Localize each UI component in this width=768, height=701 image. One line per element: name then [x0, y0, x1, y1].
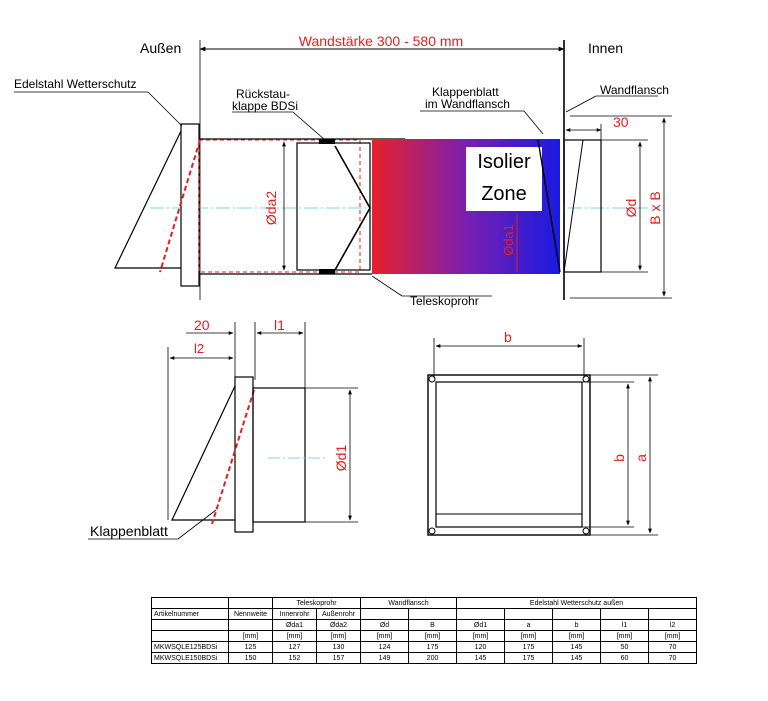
- da1-dim-label: Øda1: [501, 224, 516, 256]
- unit-cell: [mm]: [649, 631, 697, 642]
- section-view: [14, 33, 672, 308]
- col-header-article: Artikelnummer: [152, 609, 229, 620]
- group-header-flange: Wandflansch: [361, 598, 457, 609]
- group-header-telescope: Teleskoprohr: [273, 598, 361, 609]
- symbol-cell: Ød: [361, 620, 409, 631]
- side-duct: [253, 388, 305, 522]
- table-cell: [361, 609, 409, 620]
- table-unit-row: [152, 631, 697, 642]
- value-cell: 145: [553, 642, 601, 653]
- front-inner-opening: [436, 382, 582, 527]
- weather-guard-side-view: [88, 317, 358, 539]
- wall-flange-leader-diag: [566, 96, 596, 112]
- screw-top-right: [583, 376, 589, 382]
- value-cell: 152: [273, 653, 317, 664]
- value-cell: 175: [505, 642, 553, 653]
- wall-flange-label: Wandflansch: [600, 83, 669, 97]
- table-cell: [649, 609, 697, 620]
- symbol-cell: Ød1: [457, 620, 505, 631]
- article-cell: MKWSQLE125BDSi: [152, 642, 229, 653]
- symbol-cell: B: [409, 620, 457, 631]
- value-cell: 124: [361, 642, 409, 653]
- value-cell: 127: [273, 642, 317, 653]
- table-cell: [409, 609, 457, 620]
- table-cell: [229, 598, 273, 609]
- side-hood: [172, 386, 235, 520]
- spec-table: [151, 597, 697, 664]
- unit-cell: [mm]: [273, 631, 317, 642]
- table-row: [152, 642, 697, 653]
- table-row: [152, 653, 697, 664]
- table-cell: [505, 609, 553, 620]
- value-cell: 149: [361, 653, 409, 664]
- da2-dim-label: Ødа2: [263, 190, 279, 226]
- inner-duct-diag: [564, 140, 583, 272]
- value-cell: 175: [505, 653, 553, 664]
- unit-cell: [mm]: [409, 631, 457, 642]
- telescope-leader: [372, 276, 402, 296]
- backflow-flap-housing: [297, 143, 370, 270]
- unit-cell: [mm]: [229, 631, 273, 642]
- value-cell: 150: [229, 653, 273, 664]
- unit-cell: [mm]: [505, 631, 553, 642]
- bxb-dim-label: B x B: [647, 191, 663, 225]
- dim-20-label: 20: [194, 317, 210, 333]
- unit-cell: [mm]: [457, 631, 505, 642]
- screw-bottom-right: [583, 528, 589, 534]
- col-header-outer: Außenrohr: [317, 609, 361, 620]
- symbol-cell: Øda1: [273, 620, 317, 631]
- l1-dim-label: l1: [274, 317, 285, 333]
- symbol-cell: l2: [649, 620, 697, 631]
- outside-label: Außen: [140, 40, 182, 56]
- table-cell: [601, 609, 649, 620]
- front-view: [428, 329, 658, 535]
- value-cell: 120: [457, 642, 505, 653]
- value-cell: 175: [409, 642, 457, 653]
- d-dim-label: Ød: [623, 198, 639, 218]
- symbol-cell: b: [553, 620, 601, 631]
- flap-blade-leader-diag: [178, 510, 216, 539]
- flap-blade-label: Klappenblatt: [90, 523, 168, 539]
- col-header-nominal: Nennweite: [229, 609, 273, 620]
- table-cell: [229, 620, 273, 631]
- telescope-label: Teleskoprohr: [410, 294, 479, 308]
- inside-label: Innen: [588, 40, 624, 56]
- table-symbol-row: [152, 620, 697, 631]
- value-cell: 130: [317, 642, 361, 653]
- value-cell: 60: [601, 653, 649, 664]
- b-side-dim-label: b: [611, 454, 627, 462]
- weather-guard-label: Edelstahl Wetterschutz: [14, 77, 137, 91]
- screw-top-left: [429, 376, 435, 382]
- a-dim-label: a: [633, 454, 649, 462]
- backflow-label-2: klappe BDSi: [232, 99, 299, 113]
- flange-flap-label-2: im Wandflansch: [425, 97, 510, 111]
- value-cell: 145: [553, 653, 601, 664]
- backflow-label-1: Rückstau-: [236, 87, 291, 101]
- wall-thickness-label: Wandstärke 300 - 580 mm: [298, 33, 464, 49]
- value-cell: 70: [649, 653, 697, 664]
- l2-dim-label: l2: [194, 341, 205, 356]
- table-cell: [152, 631, 229, 642]
- flange-flap-label-1: Klappenblatt: [432, 85, 499, 99]
- screw-bottom-left: [429, 528, 435, 534]
- unit-cell: [mm]: [601, 631, 649, 642]
- table-cell: [152, 620, 229, 631]
- value-cell: 145: [457, 653, 505, 664]
- value-cell: 157: [317, 653, 361, 664]
- backflow-flap-bar-bottom: [319, 269, 335, 274]
- col-header-inner: Innenrohr: [273, 609, 317, 620]
- front-outer-plate: [428, 375, 590, 535]
- isolation-label-2: Zone: [481, 183, 527, 205]
- b-top-dim-label: b: [504, 329, 512, 345]
- symbol-cell: Øda2: [317, 620, 361, 631]
- table-group-header-row: [152, 598, 697, 609]
- dim-30-label: 30: [613, 114, 629, 130]
- article-cell: MKWSQLE150BDSi: [152, 653, 229, 664]
- value-cell: 125: [229, 642, 273, 653]
- symbol-cell: l1: [601, 620, 649, 631]
- value-cell: 200: [409, 653, 457, 664]
- table-cell: [152, 598, 229, 609]
- backflow-leader-diag: [293, 112, 325, 140]
- table-col-header-row: [152, 609, 697, 620]
- inner-duct: [564, 140, 601, 272]
- outer-tube-dashed: [199, 140, 360, 272]
- weather-guard-hood: [115, 131, 181, 268]
- weather-guard-plate: [181, 124, 199, 286]
- unit-cell: [mm]: [361, 631, 409, 642]
- table-cell: [553, 609, 601, 620]
- d1-dim-label: Ød1: [333, 444, 349, 472]
- table-cell: [457, 609, 505, 620]
- isolation-label-1: Isolier: [477, 151, 531, 173]
- weather-guard-leader-diag: [148, 92, 182, 126]
- flange-flap-leader-diag: [524, 111, 543, 134]
- symbol-cell: a: [505, 620, 553, 631]
- unit-cell: [mm]: [553, 631, 601, 642]
- backflow-flap-bar-top: [319, 139, 335, 144]
- unit-cell: [mm]: [317, 631, 361, 642]
- group-header-weather: Edelstahl Wetterschutz außen: [457, 598, 697, 609]
- value-cell: 70: [649, 642, 697, 653]
- value-cell: 50: [601, 642, 649, 653]
